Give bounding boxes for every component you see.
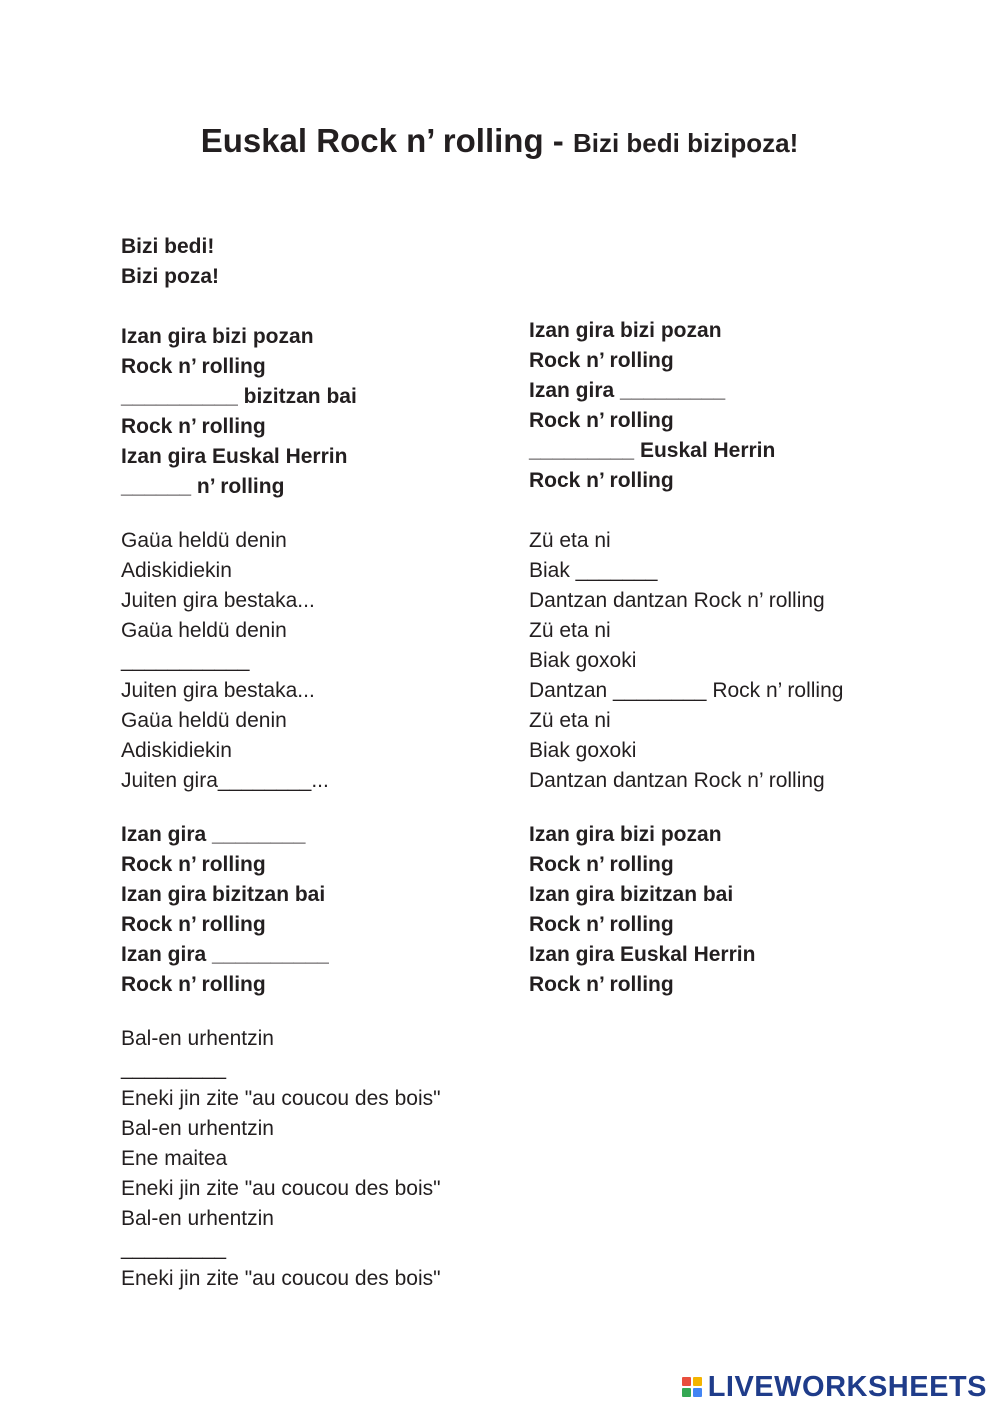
- lyric-line: ___________: [121, 649, 250, 672]
- lyric-line: Dantzan dantzan Rock n’ rolling: [529, 589, 825, 612]
- lyric-line: Eneki jin zite "au coucou des bois": [121, 1267, 441, 1290]
- lyric-line: Izan gira Euskal Herrin: [121, 445, 348, 468]
- title-separator: -: [543, 122, 573, 159]
- stanza-verse-1: [529, 526, 843, 796]
- lyric-line: Biak _______: [529, 559, 658, 582]
- lyric-line: Rock n’ rolling: [529, 469, 674, 492]
- lyric-line: Zü eta ni: [529, 619, 611, 642]
- lyric-line: Gaüa heldü denin: [121, 709, 287, 732]
- lyric-line: __________ bizitzan bai: [121, 385, 357, 408]
- lyric-line: Bal-en urhentzin: [121, 1117, 274, 1140]
- lyric-line: Juiten gira bestaka...: [121, 589, 315, 612]
- lyric-line: Ene maitea: [121, 1147, 228, 1170]
- lyric-line: Bizi bedi!: [121, 235, 215, 258]
- lyric-line: Rock n’ rolling: [529, 973, 674, 996]
- lyric-line: _________: [121, 1057, 227, 1080]
- liveworksheets-logo-icon: [682, 1377, 702, 1397]
- lyric-line: Gaüa heldü denin: [121, 529, 287, 552]
- lyric-line: Rock n’ rolling: [121, 853, 266, 876]
- lyric-line: Biak goxoki: [529, 739, 637, 762]
- lyric-line: Adiskidiekin: [121, 559, 232, 582]
- logo-text: LIVEWORKSHEETS: [707, 1370, 987, 1403]
- title-subtitle: Bizi bedi bizipoza!: [572, 128, 799, 158]
- lyric-line: Juiten gira bestaka...: [121, 679, 315, 702]
- lyric-line: Izan gira Euskal Herrin: [529, 943, 756, 966]
- lyric-line: Eneki jin zite "au coucou des bois": [121, 1087, 441, 1110]
- lyric-line: _________: [121, 1237, 227, 1260]
- lyric-line: Izan gira bizi pozan: [529, 319, 722, 342]
- lyric-line: Izan gira __________: [121, 943, 329, 966]
- lyric-line: Izan gira bizi pozan: [529, 823, 722, 846]
- lyric-line: Juiten gira________...: [121, 769, 329, 792]
- liveworksheets-logo: [682, 1372, 987, 1402]
- lyric-line: Zü eta ni: [529, 529, 611, 552]
- lyric-line: Rock n’ rolling: [121, 973, 266, 996]
- stanza-chorus-2: [121, 820, 329, 1000]
- lyric-line: Rock n’ rolling: [529, 409, 674, 432]
- worksheet-title: [0, 122, 999, 160]
- lyric-line: Bal-en urhentzin: [121, 1207, 274, 1230]
- lyric-line: ______ n’ rolling: [121, 475, 285, 498]
- stanza-chorus-1: [121, 322, 357, 502]
- lyric-line: Rock n’ rolling: [529, 853, 674, 876]
- title-main: Euskal Rock n’ rolling: [200, 122, 544, 159]
- lyric-line: Rock n’ rolling: [121, 415, 266, 438]
- lyric-line: Izan gira bizitzan bai: [529, 883, 734, 906]
- stanza-verse-1: [121, 526, 329, 796]
- lyric-line: Zü eta ni: [529, 709, 611, 732]
- lyric-line: Izan gira _________: [529, 379, 726, 402]
- stanza-chorus-2: [529, 820, 755, 1000]
- stanza-intro: [121, 232, 219, 292]
- lyric-line: Adiskidiekin: [121, 739, 232, 762]
- lyric-line: Gaüa heldü denin: [121, 619, 287, 642]
- lyric-line: Izan gira bizitzan bai: [121, 883, 326, 906]
- lyric-line: Rock n’ rolling: [529, 913, 674, 936]
- stanza-verse-2: [121, 1024, 441, 1294]
- lyric-line: Dantzan dantzan Rock n’ rolling: [529, 769, 825, 792]
- lyric-line: Rock n’ rolling: [529, 349, 674, 372]
- lyric-line: Izan gira bizi pozan: [121, 325, 314, 348]
- lyric-line: Bizi poza!: [121, 265, 219, 288]
- lyric-line: Bal-en urhentzin: [121, 1027, 274, 1050]
- lyric-line: Biak goxoki: [529, 649, 637, 672]
- lyric-line: Izan gira ________: [121, 823, 306, 846]
- lyric-line: Eneki jin zite "au coucou des bois": [121, 1177, 441, 1200]
- lyric-line: _________ Euskal Herrin: [529, 439, 776, 462]
- stanza-chorus-1: [529, 316, 775, 496]
- lyric-line: Rock n’ rolling: [121, 355, 266, 378]
- lyric-line: Dantzan ________ Rock n’ rolling: [529, 679, 844, 702]
- lyric-line: Rock n’ rolling: [121, 913, 266, 936]
